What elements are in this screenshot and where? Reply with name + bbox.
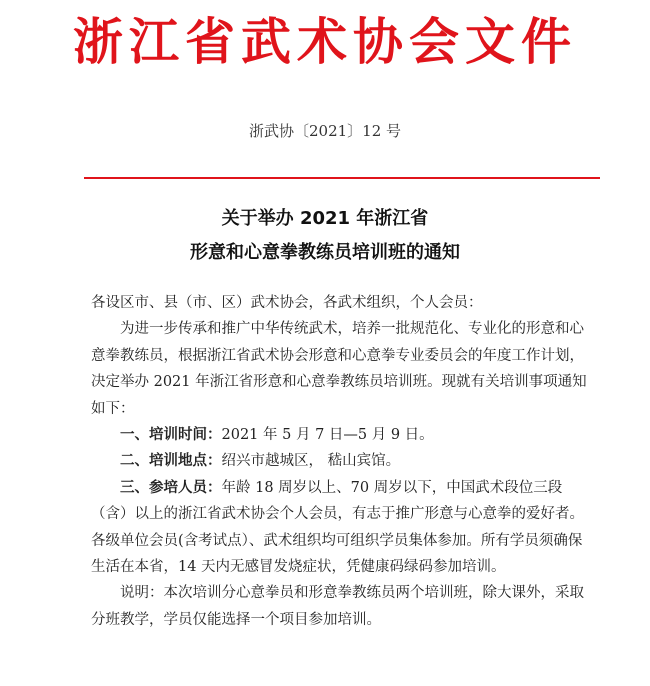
salutation: 各设区市、县（市、区）武术协会，各武术组织，个人会员： bbox=[91, 295, 483, 311]
org-header-title: 浙江省武术协会文件 bbox=[73, 13, 577, 71]
item-training-location-text: 绍兴市越城区， 嵇山宾馆。 bbox=[221, 453, 401, 470]
item-training-time bbox=[91, 422, 591, 448]
item-training-time-label: 一、培训时间： bbox=[120, 427, 222, 444]
item-training-location-label: 二、培训地点： bbox=[120, 453, 222, 470]
notice-body bbox=[91, 290, 591, 633]
notice-title-line-2: 形意和心意拳教练员培训班的通知 bbox=[190, 242, 460, 263]
item-participants-text: 年龄 18 周岁以上、70 周岁以下，中国武术段位三段（含）以上的浙江省武术协会个人会员，有志于推广形意与心意拳的爱好者。各级单位会员(含考试点）、武术组织均可组织学员集体参加。所有学员须确保生活在本省，14 天内无感冒发烧症状，凭健康码绿码参加培训。 bbox=[91, 479, 584, 576]
item-participants bbox=[91, 475, 591, 581]
red-divider-line bbox=[84, 177, 600, 179]
document-number: 浙武协〔2021〕12 号 bbox=[248, 122, 402, 140]
intro-paragraph: 为进一步传承和推广中华传统武术，培养一批规范化、专业化的形意和心意拳教练员，根据浙江省武术协会形意和心意拳专业委员会的年度工作计划，决定举办 2021 年浙江省形意和心意拳教练员培训班。现就有关培训事项通知如下： bbox=[91, 321, 587, 417]
item-training-location bbox=[91, 448, 591, 474]
notice-title-line-1: 关于举办 2021 年浙江省 bbox=[221, 208, 429, 229]
item-training-time-text: 2021 年 5 月 7 日—5 月 9 日。 bbox=[221, 427, 434, 444]
note-paragraph: 说明：本次培训分心意拳员和形意拳教练员两个培训班，除大课外，采取分班教学，学员仅能选择一个项目参加培训。 bbox=[91, 585, 584, 628]
item-participants-label: 三、参培人员： bbox=[120, 479, 222, 496]
